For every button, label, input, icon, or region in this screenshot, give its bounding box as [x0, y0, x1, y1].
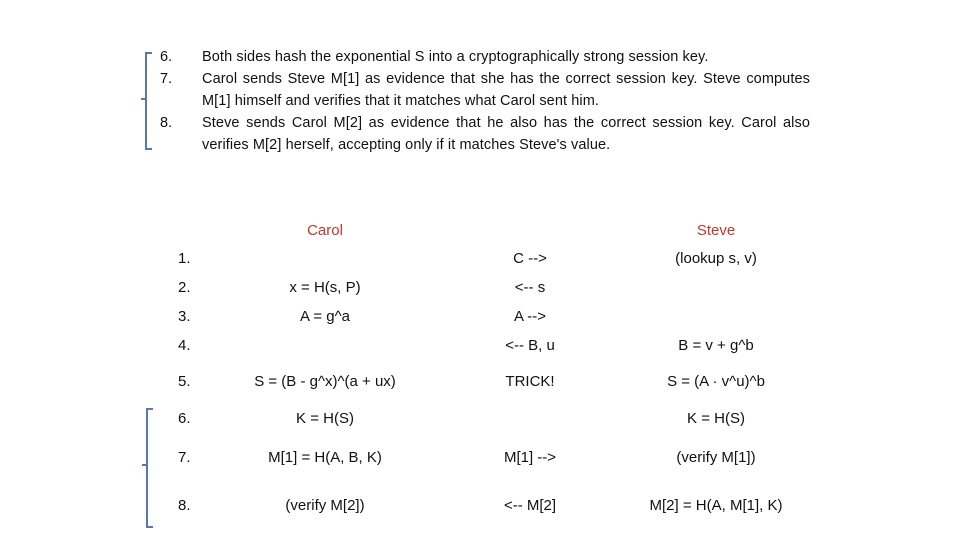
header-steve: Steve — [696, 222, 736, 239]
step-number: 8. — [160, 115, 173, 131]
steve-cell: B = v + g^b — [678, 337, 754, 354]
carol-cell: (verify M[2]) — [285, 497, 365, 514]
steve-cell: (verify M[1]) — [676, 449, 756, 466]
row-number: 7. — [178, 449, 191, 466]
steve-cell: K = H(S) — [687, 410, 745, 427]
steve-cell: M[2] = H(A, M[1], K) — [649, 497, 783, 514]
step-number: 6. — [160, 49, 173, 65]
carol-cell: K = H(S) — [296, 410, 354, 427]
row-number: 5. — [178, 373, 191, 390]
step-number: 7. — [160, 71, 173, 87]
message-cell: <-- B, u — [505, 337, 555, 354]
message-cell: <-- M[2] — [503, 497, 557, 514]
step-text: Carol sends Steve M[1] as evidence that she has the correct session key. Steve computes M[1] himself and verifies that it matches what Carol sent him. — [202, 71, 810, 109]
row-number: 1. — [178, 250, 191, 267]
carol-cell: M[1] = H(A, B, K) — [268, 449, 382, 466]
row-number: 3. — [178, 308, 191, 325]
message-cell: C --> — [513, 250, 547, 267]
header-carol: Carol — [307, 222, 343, 239]
step-text: Both sides hash the exponential S into a cryptographically strong session key. — [202, 49, 709, 65]
carol-cell: S = (B - g^x)^(a + ux) — [254, 373, 396, 390]
row-number: 6. — [178, 410, 191, 427]
step-text: Steve sends Carol M[2] as evidence that he also has the correct session key. Carol also verifies M[2] herself, accepting only if it matches Steve's value. — [202, 115, 810, 153]
row-number: 2. — [178, 279, 191, 296]
message-cell: M[1] --> — [503, 449, 557, 466]
steve-cell: S = (A · v^u)^b — [667, 373, 765, 390]
row-number: 8. — [178, 497, 191, 514]
message-cell: TRICK! — [505, 373, 555, 390]
message-cell: <-- s — [514, 279, 546, 296]
carol-cell: x = H(s, P) — [289, 279, 361, 296]
message-cell: A --> — [513, 308, 547, 325]
carol-cell: A = g^a — [300, 308, 350, 325]
steve-cell: (lookup s, v) — [675, 250, 757, 267]
row-number: 4. — [178, 337, 191, 354]
